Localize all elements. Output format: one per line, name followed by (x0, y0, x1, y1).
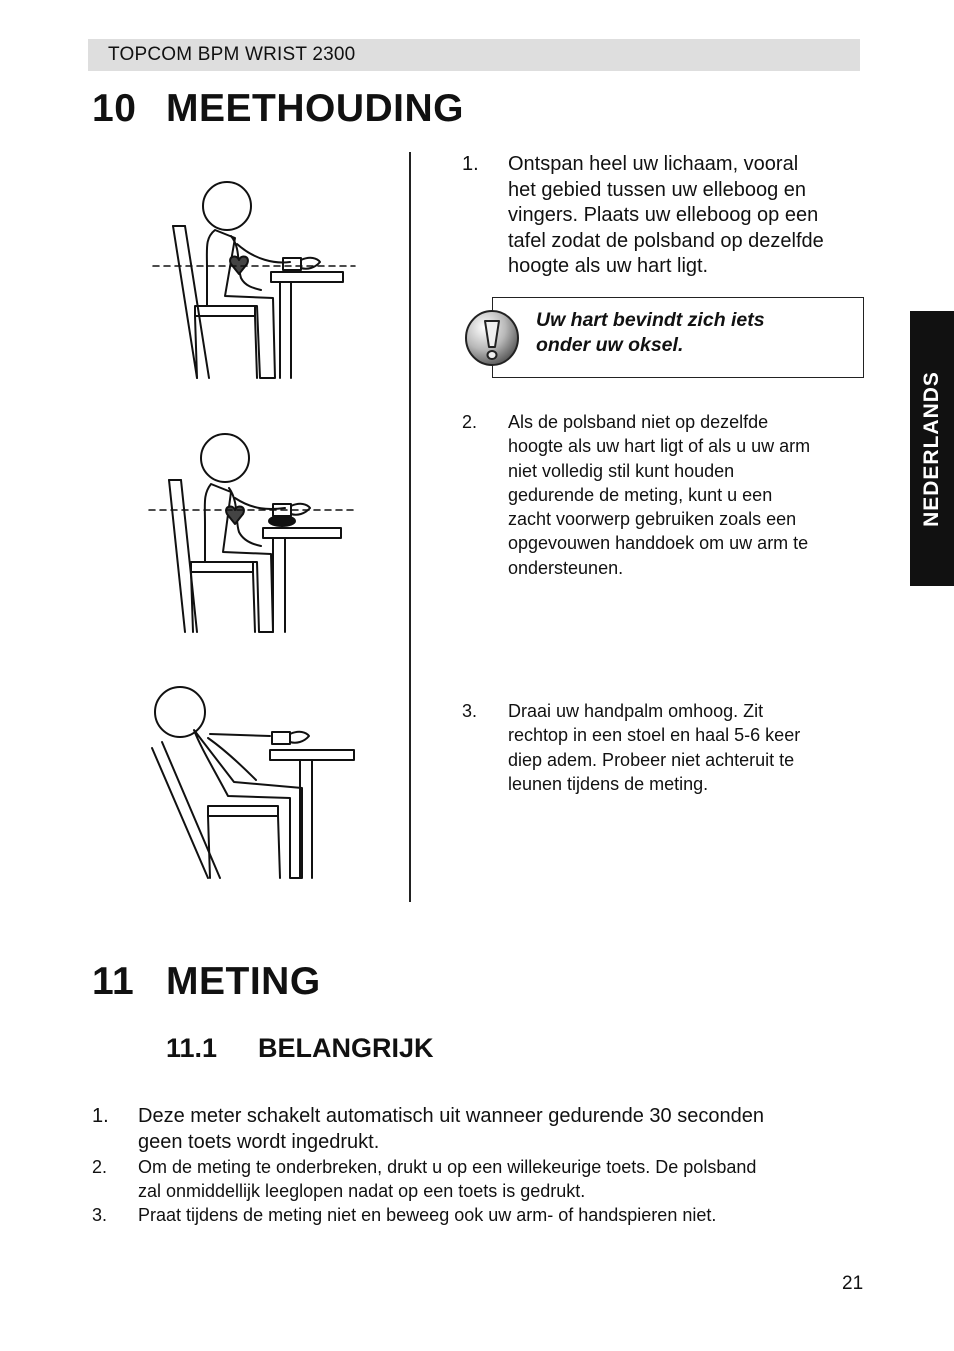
step-2-line: niet volledig stil kunt houden (508, 460, 735, 481)
callout-text (536, 308, 856, 358)
running-header-title: TOPCOM BPM WRIST 2300 (108, 44, 356, 65)
posture-figure-towel-support (145, 432, 360, 637)
subsection-11-1-heading (166, 1033, 434, 1064)
step-3-line: leunen tijdens de meting. (508, 773, 709, 794)
callout-line: onder uw oksel. (536, 334, 684, 356)
callout-line: Uw hart bevindt zich iets (536, 309, 765, 331)
posture-figure-upright (145, 178, 360, 383)
step-2-line: hoogte als uw hart ligt of als u uw arm (508, 436, 811, 457)
step-3-line: Draai uw handpalm omhoog. Zit (508, 701, 764, 721)
running-header (88, 39, 860, 71)
step-3-number: 3. (462, 701, 478, 721)
section-10-number: 10 (92, 87, 137, 130)
section-11-title: METING (166, 960, 321, 1003)
step-1-text (508, 152, 824, 280)
step-2-text (508, 410, 810, 580)
step-2-line: Als de polsband niet op dezelfde (508, 412, 769, 432)
list-item-number: 1. (92, 1105, 109, 1127)
step-2-line: opgevouwen handdoek om uw arm te (508, 533, 809, 554)
list-item-number: 2. (92, 1157, 108, 1177)
step-3-line: diep adem. Probeer niet achteruit te (508, 749, 795, 770)
step-1-line: Ontspan heel uw lichaam, vooral (508, 153, 799, 175)
step-2-number: 2. (462, 412, 478, 432)
column-divider (409, 152, 411, 902)
important-list (92, 1104, 862, 1228)
list-item-line: zal onmiddellijk leeglopen nadat op een toets is gedrukt. (138, 1181, 586, 1202)
list-item (92, 1155, 862, 1203)
step-3-text (508, 699, 800, 796)
list-item-line: Om de meting te onderbreken, drukt u op een willekeurige toets. De polsband (138, 1157, 757, 1177)
list-item-text (138, 1155, 862, 1203)
section-11-heading (92, 960, 321, 1004)
step-3-line: rechtop in een stoel en haal 5-6 keer (508, 725, 801, 746)
section-10-title: MEETHOUDING (166, 87, 464, 130)
step-2-line: zacht voorwerp gebruiken zoals een (508, 509, 797, 530)
step-1-line: het gebied tussen uw elleboog en (508, 178, 807, 201)
step-1-line: vingers. Plaats uw elleboog op een (508, 204, 819, 226)
exclamation-warning-icon (464, 309, 520, 367)
step-1-line: tafel zodat de polsband op dezelfde (508, 229, 824, 252)
section-10-heading (92, 87, 464, 131)
list-item-number: 3. (92, 1205, 108, 1226)
step-2-line: gedurende de meting, kunt u een (508, 484, 773, 505)
subsection-number: 11.1 (166, 1033, 218, 1063)
posture-figure-leaning (150, 686, 360, 881)
section-11-number: 11 (92, 960, 135, 1003)
step-1-number: 1. (462, 153, 479, 175)
heart-position-callout (492, 297, 864, 378)
list-item (92, 1104, 862, 1155)
list-item (92, 1203, 862, 1227)
step-2-line: ondersteunen. (508, 557, 624, 578)
list-item-text (138, 1104, 862, 1155)
subsection-title: BELANGRIJK (258, 1033, 434, 1063)
list-item-text (138, 1203, 862, 1227)
list-item-line: Deze meter schakelt automatisch uit wanneer gedurende 30 seconden (138, 1105, 764, 1127)
list-item-line: Praat tijdens de meting niet en beweeg ook uw arm- of handspieren niet. (138, 1205, 717, 1226)
language-side-tab-label: NEDERLANDS (920, 370, 943, 527)
list-item-line: geen toets wordt ingedrukt. (138, 1130, 380, 1153)
page-number: 21 (842, 1273, 864, 1294)
step-1-line: hoogte als uw hart ligt. (508, 255, 709, 277)
language-side-tab (910, 311, 954, 586)
